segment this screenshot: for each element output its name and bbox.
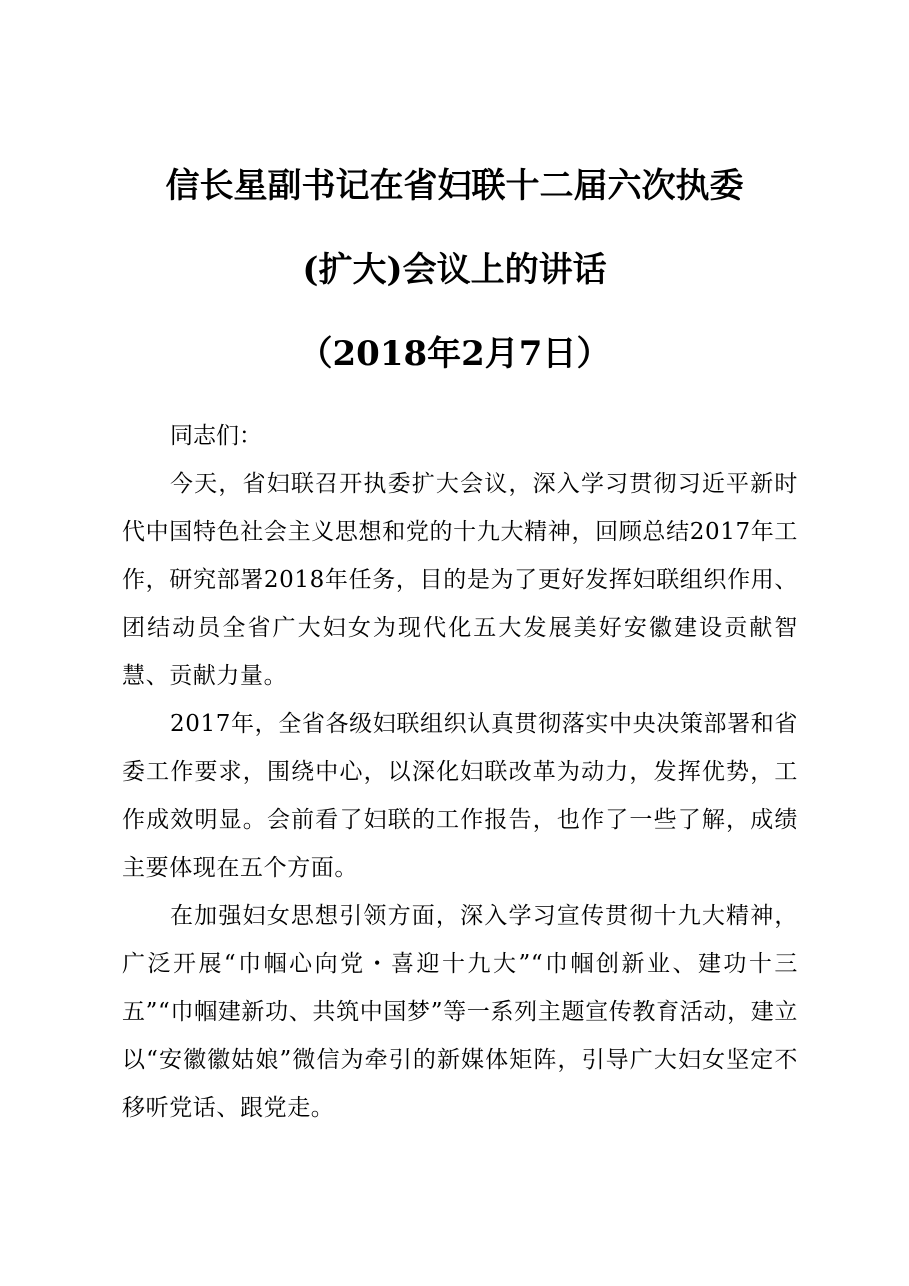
paragraph-text: 在加强妇女思想引领方面，深入学习宣传贯彻十九大精神，广泛开展“巾帼心向党・喜迎十九大”“巾帼创新业、建功十三五”“巾帼建新功、共筑中国梦”等一系列主题宣传教育活动，建立以“安徽徽姑娘”微信为牵引的新媒体矩阵，引导广大妇女坚定不移听党话、跟党走。 (122, 903, 798, 1121)
paragraph-1 (122, 460, 798, 700)
paragraph-3 (122, 892, 798, 1132)
document-title-line-2: (扩大)会议上的讲话 (302, 250, 607, 290)
paragraph-text: 今天，省妇联召开执委扩大会议，深入学习贯彻习近平新时代中国特色社会主义思想和党的十九大精神，回顾总结2017年工作，研究部署2018年任务，目的是为了更好发挥妇联组织作用、团结动员全省广大妇女为现代化五大发展美好安徽建设贡献智慧、贡献力量。 (122, 471, 798, 689)
document-date: （2018年2月7日） (298, 334, 611, 374)
document-title-line-1: 信长星副书记在省妇联十二届六次执委 (165, 166, 744, 206)
greeting: 同志们： (170, 423, 262, 449)
paragraph-2 (122, 700, 798, 892)
paragraph-text: 2017年，全省各级妇联组织认真贯彻落实中央决策部署和省委工作要求，围绕中心，以深化妇联改革为动力，发挥优势，工作成效明显。会前看了妇联的工作报告，也作了一些了解，成绩主要体现在五个方面。 (122, 711, 798, 881)
